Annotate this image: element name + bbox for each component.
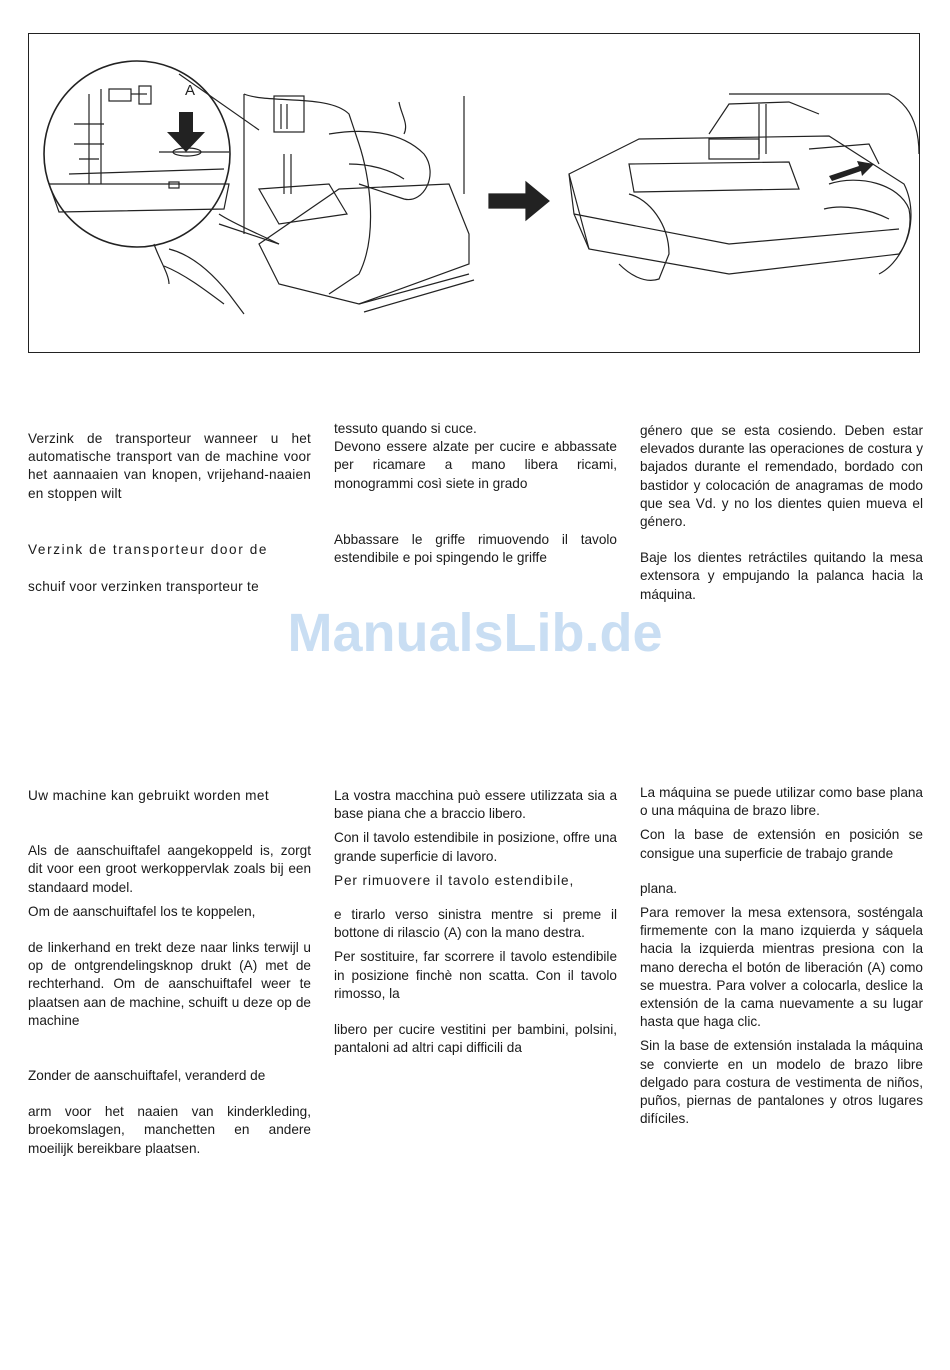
nl-paragraph: Uw machine kan gebruikt worden met	[28, 788, 270, 803]
nl-paragraph: Verzink de transporteur door de	[28, 541, 269, 557]
section2-spanish-column	[640, 784, 923, 1128]
section2-dutch-column	[28, 787, 311, 1158]
section2-italian-column	[334, 787, 617, 1057]
it-paragraph: Abbassare le griffe rimuovendo il tavolo estendibile e poi spingendo le griffe	[334, 531, 617, 566]
it-paragraph: libero per cucire vestitini per bambini, polsini, pantaloni ad altri capi difficili da	[334, 1022, 617, 1056]
it-paragraph: Con il tavolo estendibile in posizione, offre una grande superficie di lavoro.	[334, 830, 617, 864]
nl-paragraph: Zonder de aanschuiftafel, veranderd de	[28, 1068, 266, 1084]
direction-arrow-icon	[489, 182, 549, 220]
es-paragraph: género que se esta cosiendo. Deben estar elevados durante las operaciones de costura y bajados durante el remendado, bordado con bastidor y colocación de anagramas de modo que sea Vd. y no los dientes quien mueva el género.	[640, 423, 923, 530]
es-paragraph: Para remover la mesa extensora, sosténgala firmemente con la mano izquierda y sáquela hacia la izquierda mientras presiona con la mano derecha el botón de liberación (A) como se muestra. Para volver a colocarla, deslice la extensión de la cama nuevamente a su lugar hasta que haga clic.	[640, 905, 923, 1030]
magnifier-circle	[44, 61, 230, 247]
nl-paragraph: Verzink de transporteur wanneer u het automatische transport van de machine voor het aannaaien van knopen, vrijehand-naaien en stoppen wilt	[28, 431, 311, 501]
it-paragraph: Per sostituire, far scorrere il tavolo estendibile in posizione finchè non scatta. Con il tavolo rimosso, la	[334, 949, 617, 1001]
it-paragraph: Devono essere alzate per cucire e abbassate per ricamare a mano libera ricami, monogrammi così siete in grado	[334, 439, 617, 491]
figure-label-a: A	[185, 82, 196, 99]
nl-paragraph: Om de aanschuiftafel los te koppelen,	[28, 903, 256, 919]
down-arrow-icon	[167, 112, 205, 152]
it-paragraph: Per rimuovere il tavolo estendibile,	[334, 872, 575, 888]
es-paragraph: Con la base de extensión en posición se consigue una superficie de trabajo grande	[640, 827, 923, 861]
section1-spanish-column	[640, 422, 923, 604]
sewing-machine-illustration	[29, 34, 921, 354]
watermark: ManualsLib.de	[287, 603, 663, 663]
pull-arrow-icon	[829, 161, 874, 181]
nl-paragraph: arm voor het naaien van kinderkleding, broekomslagen, manchetten en andere moeilijk bereikbare plaatsen.	[28, 1104, 311, 1156]
illustration-frame	[28, 33, 920, 353]
nl-paragraph: de linkerhand en trekt deze naar links terwijl u op de ontgrendelingsknop drukt (A) met de rechterhand. Om de aanschuiftafel weer te plaatsen aan de machine, schuift u deze op de machine	[28, 940, 311, 1028]
it-paragraph: tessuto quando si cuce.	[334, 421, 477, 436]
es-paragraph: La máquina se puede utilizar como base plana o una máquina de brazo libre.	[640, 785, 923, 819]
section1-dutch-column	[28, 430, 311, 596]
it-paragraph: La vostra macchina può essere utilizzata sia a base piana che a braccio libero.	[334, 788, 617, 822]
section1-italian-column	[334, 420, 617, 567]
es-paragraph: plana.	[640, 880, 678, 896]
nl-paragraph: Als de aanschuiftafel aangekoppeld is, zorgt dit voor een groot werkoppervlak zoals bij een standaard model.	[28, 843, 311, 895]
it-paragraph: e tirarlo verso sinistra mentre si preme il bottone di rilascio (A) con la mano destra.	[334, 907, 617, 941]
es-paragraph: Sin la base de extensión instalada la máquina se convierte en un modelo de brazo libre delgado para costura de vestimenta de niños, puños, piernas de pantalones y otros lugares difíciles.	[640, 1038, 923, 1127]
es-paragraph: Baje los dientes retráctiles quitando la mesa extensora y empujando la palanca hacia la máquina.	[640, 550, 923, 602]
nl-paragraph: schuif voor verzinken transporteur te	[28, 579, 259, 595]
